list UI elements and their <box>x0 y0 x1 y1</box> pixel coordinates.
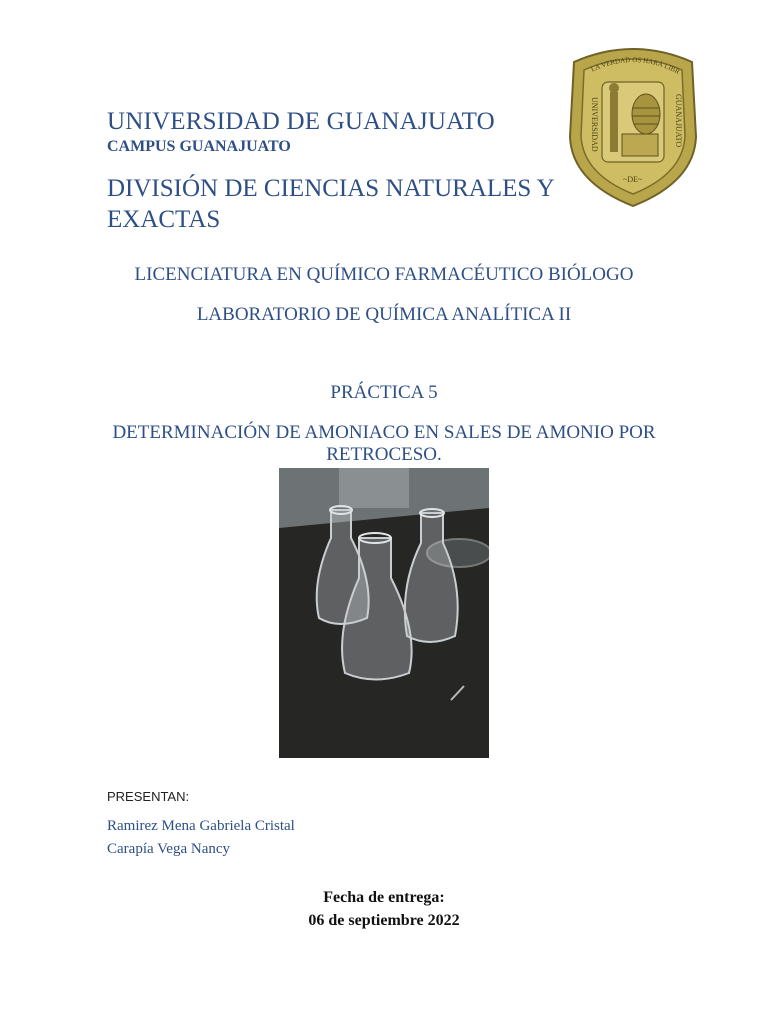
author-name: Ramirez Mena Gabriela Cristal <box>107 818 295 834</box>
delivery-date-label: Fecha de entrega: <box>323 889 445 906</box>
author-name: Carapía Vega Nancy <box>107 841 231 857</box>
degree-program: LICENCIATURA EN QUÍMICO FARMACÉUTICO BIÓLOGO <box>134 264 634 285</box>
campus-name: CAMPUS GUANAJUATO <box>107 138 291 155</box>
presenters-label: PRESENTAN: <box>107 789 190 804</box>
seal-right-text: GUANAJUATO <box>674 94 683 148</box>
seal-bottom-text: ~DE~ <box>623 175 643 184</box>
laboratory-name: LABORATORIO DE QUÍMICA ANALÍTICA II <box>196 304 572 325</box>
university-name: UNIVERSIDAD DE GUANAJUATO <box>107 108 495 135</box>
practice-title: DETERMINACIÓN DE AMONIACO EN SALES DE AMONIO POR RETROCESO. <box>112 422 656 465</box>
seal-left-text: UNIVERSIDAD <box>590 97 599 152</box>
seal-motto: LA VERDAD OS HARÁ LIBR <box>589 55 682 76</box>
division-name: DIVISIÓN DE CIENCIAS NATURALES Y EXACTAS <box>107 175 554 233</box>
flasks-photo <box>279 468 489 758</box>
practice-number: PRÁCTICA 5 <box>330 382 438 403</box>
delivery-date: 06 de septiembre 2022 <box>308 912 460 929</box>
university-seal-logo <box>566 42 700 208</box>
